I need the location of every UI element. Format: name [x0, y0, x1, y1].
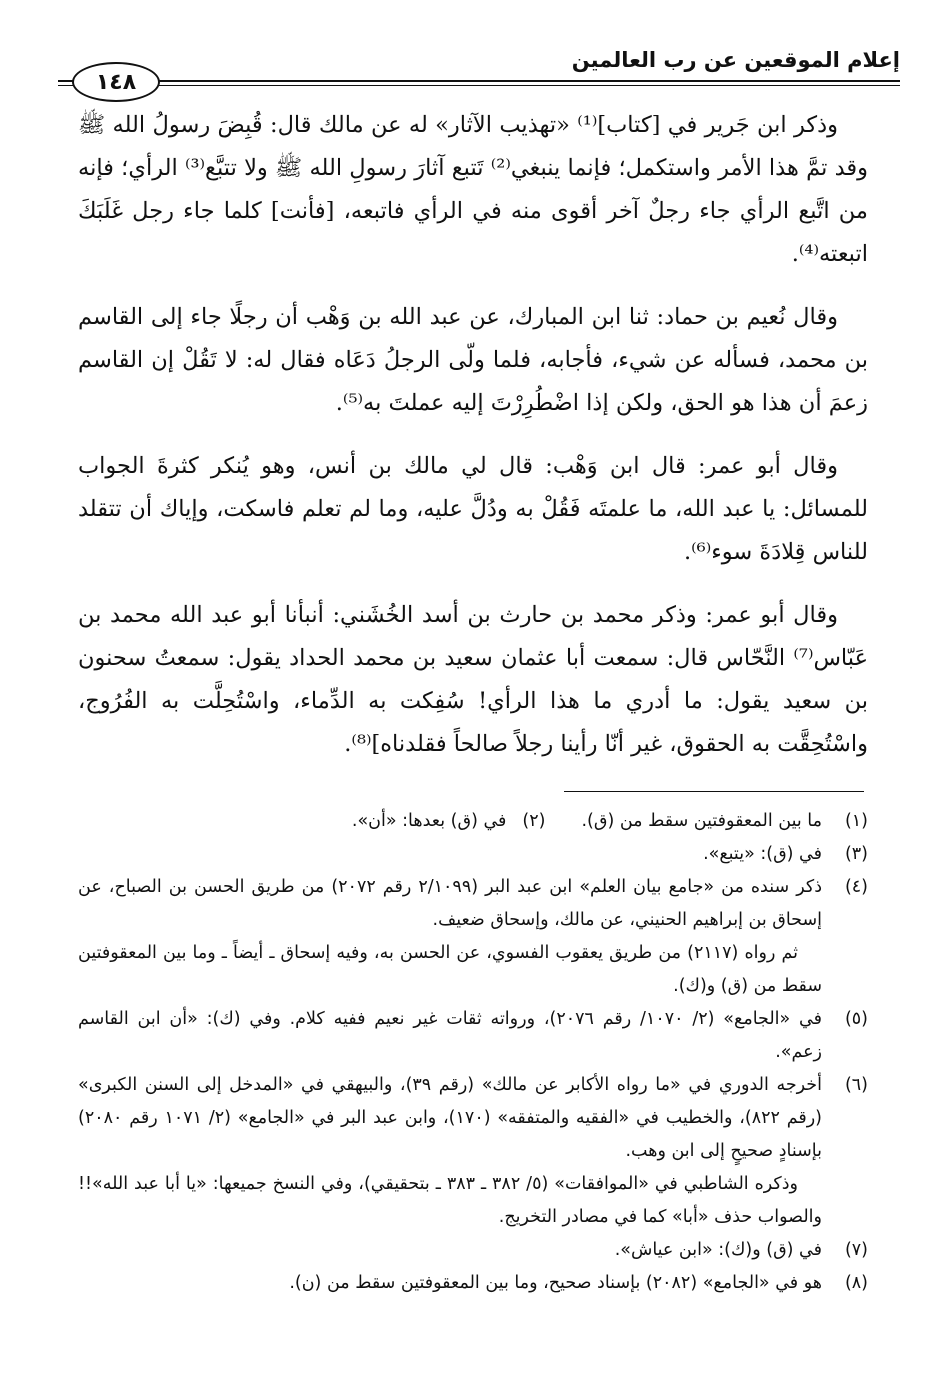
- footnotes: [78, 805, 868, 1300]
- footnote-number: (٤): [844, 877, 868, 897]
- paragraph: وقال أبو عمر: وذكر محمد بن حارث بن أسد الخُشَني: أنبأنا أبو عبد الله محمد بن عَبّاس⁽⁷⁾ النَّحّاس قال: سمعت أبا عثمان سعيد بن محمد الحداد يقول: سمعتُ سحنون بن سعيد يقول: ما أدري ما هذا الرأي! سُفِكت به الدِّماء، واسْتُحِلَّت به الفُرُوج، واسْتُحِقَّت به الحقوق، غير أنّا رأينا رجلاً صالحاً فقلدناه]⁽⁸⁾.: [78, 602, 868, 757]
- footnote-text: في (ق) و(ك): «ابن عياش».: [614, 1240, 822, 1260]
- page-number: ١٤٨: [72, 62, 160, 102]
- footnote-text: هو في «الجامع» (٢٠٨٢) بإسناد صحيح، وما بين المعقوفتين سقط من (ن).: [289, 1273, 822, 1293]
- paragraph: وقال نُعيم بن حماد: ثنا ابن المبارك، عن عبد الله بن وَهْب أن رجلًا جاء إلى القاسم بن محمد، فسأله عن شيء، فأجابه، فلما ولّى الرجلُ دَعَاه فقال له: لا تَقُلْ إن القاسم زعمَ أن هذا هو الحق، ولكن إذا اضْطُرِرْتَ إليه عملتَ به⁽⁵⁾.: [78, 304, 868, 416]
- footnote: [78, 805, 868, 838]
- paragraph: وذكر ابن جَرير في [كتاب]⁽¹⁾ «تهذيب الآثار» له عن مالك قال: قُبِضَ رسولُ الله ﷺ وقد تمَّ هذا الأمر واستكمل؛ فإنما ينبغي⁽²⁾ تَتبع آثارَ رسولِ الله ﷺ ولا تتبَّع⁽³⁾ الرأي؛ فإنه من اتَّبع الرأي جاء رجلٌ آخر أقوى منه في الرأي فاتبعه، [فأنت] كلما جاء رجل غَلَبَكَ اتبعته⁽⁴⁾.: [78, 112, 869, 267]
- footnote-number: (٦): [844, 1075, 868, 1095]
- footnote: [78, 1234, 868, 1267]
- footnote: [78, 1267, 868, 1300]
- footnote-number: (٨): [844, 1273, 868, 1293]
- footnote-text: في (ق): «يتبع».: [703, 844, 822, 864]
- main-text: [78, 104, 868, 786]
- running-title: إعلام الموقعين عن رب العالمين: [571, 48, 900, 72]
- footnote-text: ثم رواه (٢١١٧) من طريق يعقوب الفسوي، عن الحسن به، وفيه إسحاق ـ أيضاً ـ وما بين المعقوفتين سقط من (ق) و(ك).: [78, 943, 822, 996]
- footnote-text: ما بين المعقوفتين سقط من (ق).: [581, 811, 822, 831]
- footnote-text: في «الجامع» (٢/ ١٠٧٠/ رقم ٢٠٧٦)، ورواته ثقات غير نعيم ففيه كلام. وفي (ك): «أن ابن القاسم زعم».: [78, 1009, 822, 1062]
- header-rule: [58, 80, 900, 82]
- footnote-text: أخرجه الدوري في «ما رواه الأكابر عن مالك» (رقم ٣٩)، والبيهقي في «المدخل إلى السنن الكبرى» (رقم ٨٢٢)، والخطيب في «الفقيه والمتفقه» (١٧٠)، وابن عبد البر في «الجامع» (٢/ ١٠٧١ رقم ٢٠٨٠) بإسنادٍ صحيحٍ إلى ابن وهب.: [78, 1075, 822, 1161]
- footnote-separator: [564, 791, 864, 792]
- footnote-number: (١): [844, 811, 868, 831]
- footnote-text: وذكره الشاطبي في «الموافقات» (٥/ ٣٨٢ ـ ٣٨٣ ـ بتحقيقي)، وفي النسخ جميعها: «يا أبا عبد الله»!! والصواب حذف «أبا» كما في مصادر التخريج.: [78, 1174, 822, 1227]
- footnote: [78, 838, 868, 871]
- footnote-number: (٢): [522, 811, 546, 831]
- footnote-number: (٧): [844, 1240, 868, 1260]
- footnote-number: (٥): [844, 1009, 868, 1029]
- paragraph: وقال أبو عمر: قال ابن وَهْب: قال لي مالك بن أنس، وهو يُنكر كثرةَ الجواب للمسائل: يا عبد الله، ما علمتَه فَقُلْ به ودُلَّ عليه، وما لم تعلم فاسكت، وإياك أن تتقلد للناس قِلادَةَ سوء⁽⁶⁾.: [78, 453, 868, 565]
- footnote: [78, 1069, 868, 1234]
- header-rule-thin: [58, 85, 900, 86]
- page-header: [58, 40, 900, 100]
- footnote-text: ذكر سنده من «جامع بيان العلم» ابن عبد البر (٢/١٠٩٩ رقم ٢٠٧٢) من طريق الحسن بن الصباح، عن إسحاق بن إبراهيم الحنيني، عن مالك، وإسحاق ضعيف.: [78, 877, 822, 930]
- footnote-number: (٣): [844, 844, 868, 864]
- footnote: [78, 1003, 868, 1069]
- footnote: [78, 871, 868, 1003]
- footnote-text: في (ق) بعدها: «أن».: [351, 811, 507, 831]
